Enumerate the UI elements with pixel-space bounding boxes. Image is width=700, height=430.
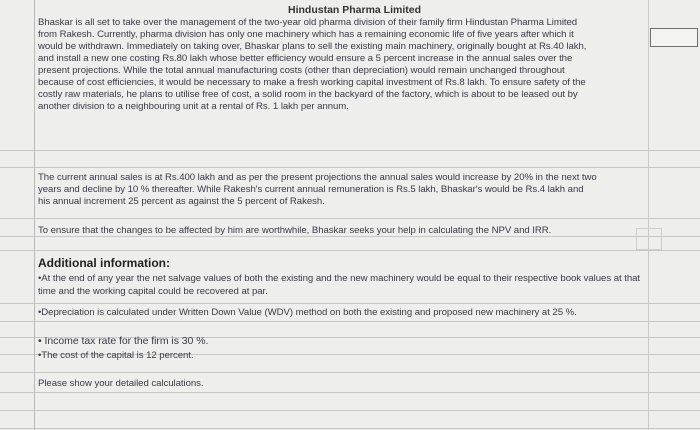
grid-line: [0, 218, 700, 219]
paragraph-line: his annual increment 25 percent as against the 5 percent of Rakesh.: [38, 196, 325, 207]
paragraph-line: because of cost efficiencies, it would be necessary to make a fresh working capital investment of Rs.8 lakh. To ensure safety of the: [38, 77, 586, 88]
document-title: Hindustan Pharma Limited: [288, 4, 422, 16]
grid-line: [0, 410, 700, 411]
paragraph-line: from Rakesh. Currently, pharma division has only one machinery which has a remaining economic life of five years after which it: [38, 29, 574, 40]
paragraph-line: would be withdrawn. Immediately on taking over, Bhaskar plans to sell the existing main machinery, originally bought at Rs.40 lakh,: [38, 41, 587, 52]
paragraph-line: present projections. While the total annual manufacturing costs (other than depreciation) would remain unchanged throughout: [38, 65, 565, 76]
bullet-line: time and the working capital could be recovered at par.: [38, 286, 268, 297]
bullet-line: •Depreciation is calculated under Written Down Value (WDV) method on both the existing and proposed new machinery at 25 %.: [38, 307, 577, 318]
closing-line: Please show your detailed calculations.: [38, 378, 204, 389]
bullet-line: •At the end of any year the net salvage values of both the existing and the new machinery would be equal to their respective book values at that: [38, 273, 641, 284]
grid-line: [0, 250, 700, 251]
paragraph-line: costly raw materials, he plans to utilise free of cost, a solid room in the backyard of the factory, which is about to be leased out by: [38, 89, 578, 100]
grid-line: [0, 372, 700, 373]
grid-line: [0, 321, 700, 322]
empty-cell[interactable]: [636, 228, 662, 250]
grid-line: [0, 236, 700, 237]
grid-line: [34, 0, 35, 430]
grid-line: [648, 0, 649, 430]
paragraph-line: and install a new one costing Rs.80 lakh whose better efficiency would ensure a 5 percent increase in the annual sales over the: [38, 53, 573, 64]
paragraph-line: The current annual sales is at Rs.400 lakh and as per the present projections the annual sales would increase by 20% in the next two: [38, 172, 597, 183]
request-line: To ensure that the changes to be affected by him are worthwhile, Bhaskar seeks your help in calculating the NPV and IRR.: [38, 225, 552, 236]
grid-line: [0, 303, 700, 304]
selected-cell[interactable]: [650, 28, 698, 47]
grid-line: [0, 150, 700, 151]
grid-line: [0, 392, 700, 393]
bullet-line: • Income tax rate for the firm is 30 %.: [38, 335, 209, 347]
additional-info-heading: Additional information:: [38, 256, 170, 270]
grid-line: [0, 167, 700, 168]
grid-line: [0, 428, 700, 429]
paragraph-line: another division to a neighbouring unit at a rental of Rs. 1 lakh per annum.: [38, 101, 349, 112]
paragraph-line: years and decline by 10 % thereafter. While Rakesh's current annual remuneration is Rs.5 lakh, Bhaskar's would be Rs.4 lakh and: [38, 184, 584, 195]
paragraph-line: Bhaskar is all set to take over the management of the two-year old pharma division of their family firm Hindustan Pharma Limited: [38, 17, 578, 28]
bullet-line: •The cost of the capital is 12 percent.: [38, 350, 194, 361]
